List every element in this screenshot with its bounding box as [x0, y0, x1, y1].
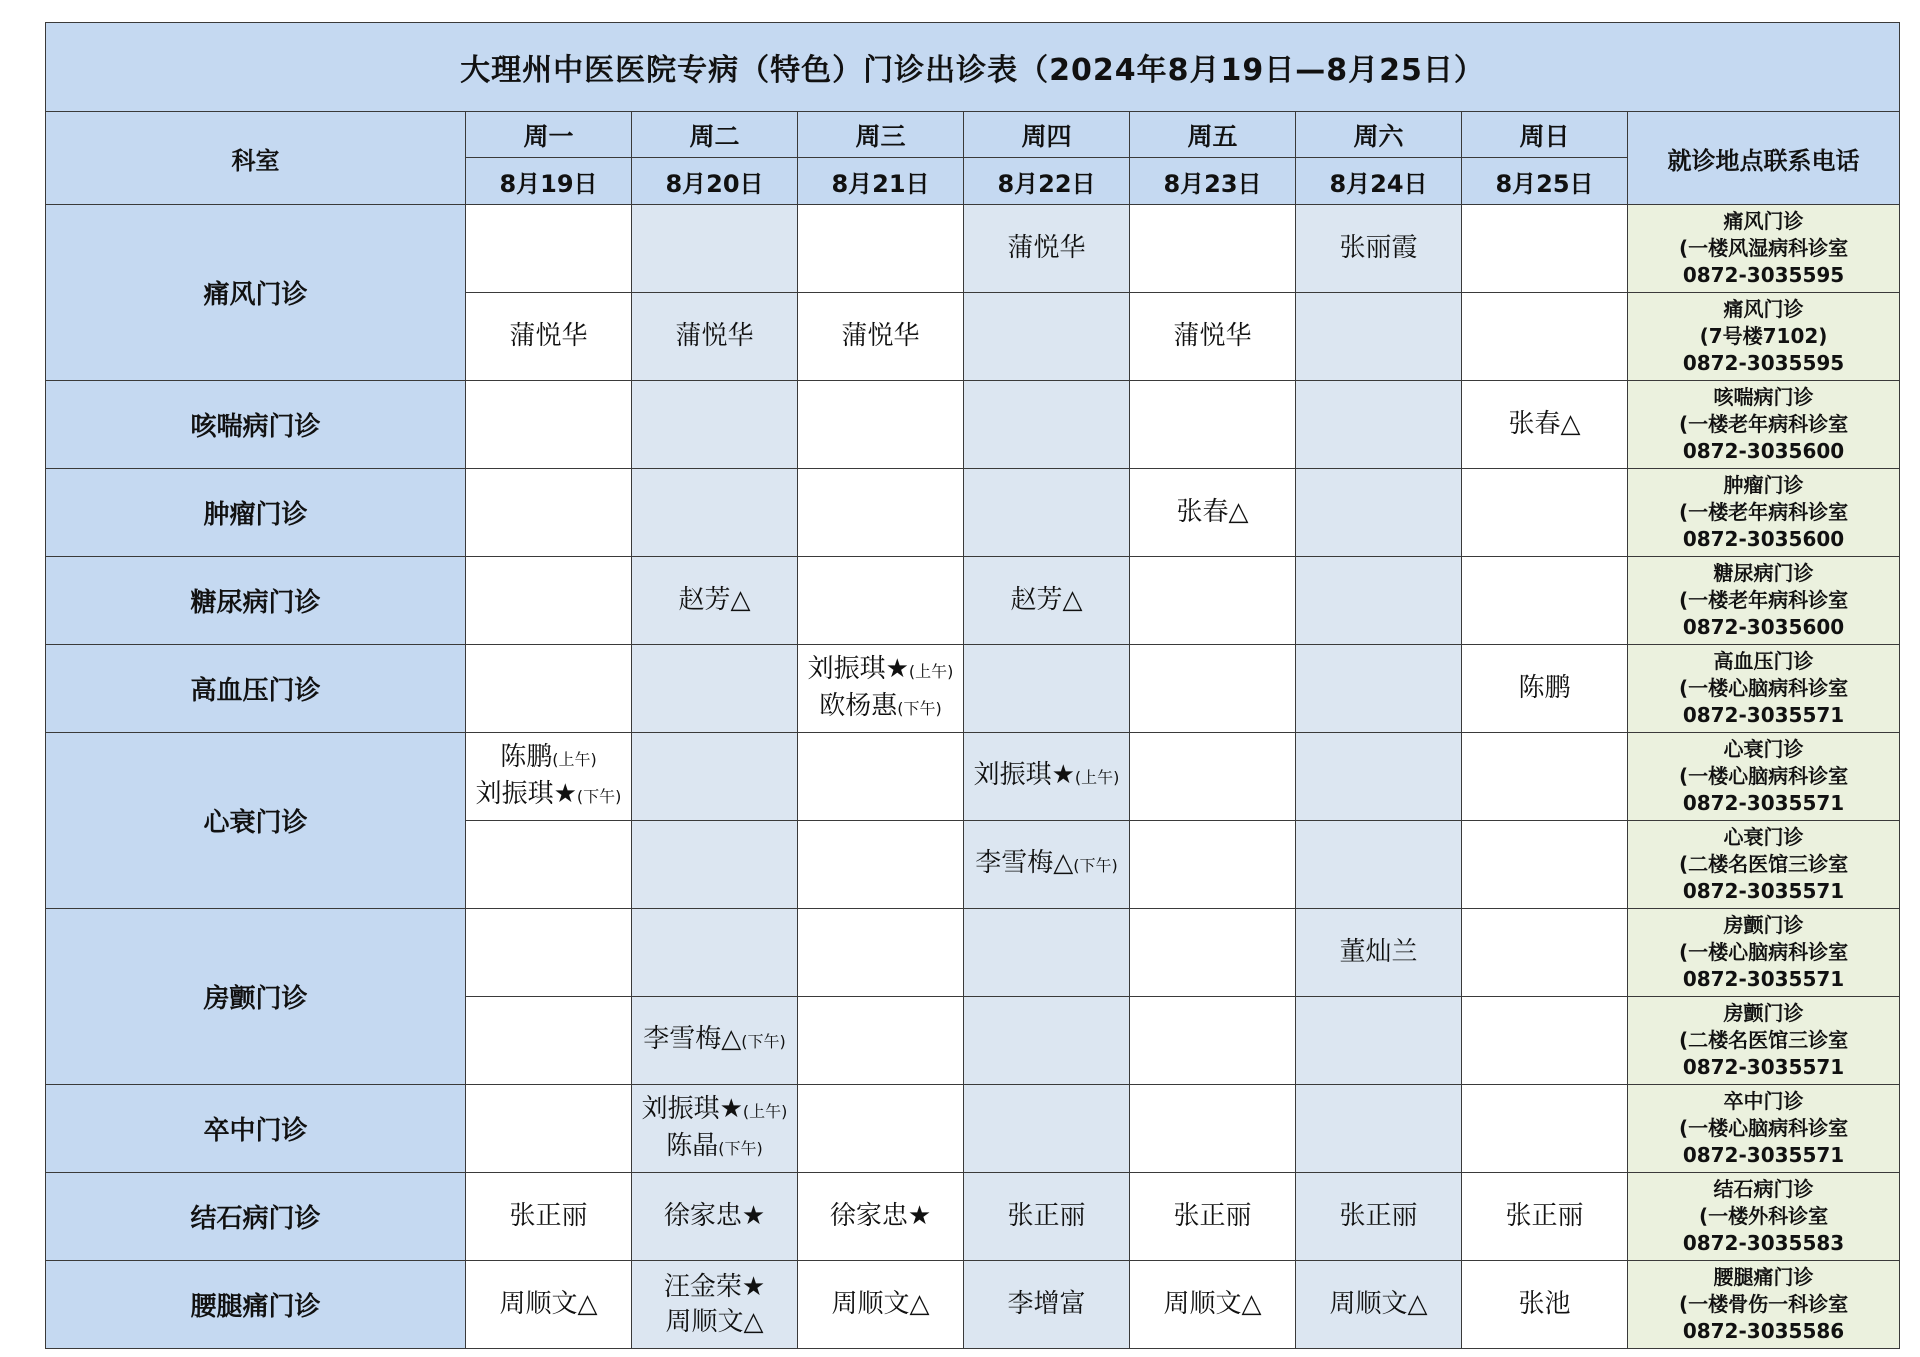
doctor-name: 赵芳△: [678, 585, 751, 615]
doctor-entry: [964, 1287, 1129, 1322]
doctor-entry: [798, 652, 963, 689]
doctor-name: 蒲悦华: [1173, 321, 1252, 351]
schedule-cell: [1462, 381, 1628, 469]
table-row: [46, 909, 1900, 997]
schedule-cell: [964, 909, 1130, 997]
doctor-name: 徐家忠★: [829, 1201, 932, 1231]
location-header: 就诊地点联系电话: [1628, 112, 1900, 205]
schedule-cell: [1130, 821, 1296, 909]
day-header: 周三: [798, 112, 964, 158]
doctor-name: 张正丽: [1007, 1201, 1086, 1231]
schedule-cell: [466, 645, 632, 733]
doctor-entry: [632, 1022, 797, 1059]
schedule-cell: [1462, 1261, 1628, 1349]
dept-cell: 心衰门诊: [46, 733, 466, 909]
schedule-cell: [466, 381, 632, 469]
schedule-cell: [964, 733, 1130, 821]
doctor-entry: [1462, 407, 1627, 442]
doctor-entry: [632, 1199, 797, 1234]
schedule-cell: [466, 205, 632, 293]
room-location: (一楼外科诊室: [1698, 1204, 1829, 1228]
schedule-cell: [964, 205, 1130, 293]
date-header: 8月20日: [632, 158, 798, 205]
schedule-cell: [1462, 205, 1628, 293]
doctor-entry: [466, 740, 631, 777]
clinic-name: 房颤门诊: [1723, 1001, 1804, 1025]
date-header: 8月24日: [1296, 158, 1462, 205]
doctor-name: 蒲悦华: [841, 321, 920, 351]
schedule-cell: [798, 821, 964, 909]
schedule-cell: [964, 293, 1130, 381]
session-note: (下午): [576, 786, 622, 806]
table-row: [46, 733, 1900, 821]
location-cell: [1628, 293, 1900, 381]
location-cell: [1628, 645, 1900, 733]
schedule-cell: [466, 293, 632, 381]
doctor-name: 李雪梅△: [643, 1024, 742, 1054]
session-note: (下午): [1073, 856, 1118, 875]
table-row: [46, 205, 1900, 293]
location-cell: [1628, 733, 1900, 821]
schedule-cell: [1296, 1085, 1462, 1173]
table-row: [46, 557, 1900, 645]
day-header: 周一: [466, 112, 632, 158]
room-location: (一楼老年病科诊室: [1678, 588, 1849, 612]
phone-number: 0872-3035571: [1682, 791, 1845, 815]
room-location: (二楼名医馆三诊室: [1678, 852, 1849, 876]
doctor-name: 陈晶: [666, 1130, 719, 1161]
clinic-name: 高血压门诊: [1713, 649, 1814, 673]
dept-header: 科室: [46, 112, 466, 205]
room-location: (7号楼7102): [1699, 324, 1828, 348]
schedule-cell: [632, 1173, 798, 1261]
schedule-cell: [964, 997, 1130, 1085]
phone-number: 0872-3035583: [1682, 1231, 1845, 1255]
room-location: (一楼老年病科诊室: [1678, 412, 1849, 436]
doctor-entry: [798, 319, 963, 354]
doctor-entry: [1296, 231, 1461, 266]
doctor-entry: [1462, 1287, 1627, 1322]
schedule-cell: [632, 381, 798, 469]
day-header: 周日: [1462, 112, 1628, 158]
page-title: 大理州中医医院专病（特色）门诊出诊表（2024年8月19日—8月25日）: [46, 23, 1900, 112]
schedule-cell: [1296, 997, 1462, 1085]
schedule-cell: [798, 733, 964, 821]
schedule-cell: [632, 557, 798, 645]
session-note: (下午): [741, 1032, 786, 1051]
schedule-cell: [632, 733, 798, 821]
table-row: [46, 469, 1900, 557]
day-header: 周六: [1296, 112, 1462, 158]
doctor-entry: [1130, 1199, 1295, 1234]
schedule-cell: [1130, 205, 1296, 293]
schedule-cell: [466, 909, 632, 997]
schedule-cell: [1130, 1085, 1296, 1173]
schedule-cell: [466, 1085, 632, 1173]
schedule-cell: [632, 1085, 798, 1173]
dept-cell: 高血压门诊: [46, 645, 466, 733]
doctor-entry: [964, 231, 1129, 266]
doctor-name: 张正丽: [509, 1201, 588, 1231]
session-note: (上午): [908, 661, 954, 681]
schedule-cell: [798, 645, 964, 733]
schedule-cell: [964, 469, 1130, 557]
clinic-name: 咳喘病门诊: [1713, 385, 1814, 409]
session-note: (上午): [552, 749, 597, 769]
schedule-cell: [1130, 557, 1296, 645]
doctor-name: 周顺文△: [831, 1289, 930, 1319]
doctor-name: 张正丽: [1173, 1201, 1252, 1231]
location-cell: [1628, 469, 1900, 557]
doctor-name: 欧杨惠: [819, 690, 898, 721]
schedule-cell: [964, 645, 1130, 733]
phone-number: 0872-3035595: [1682, 351, 1845, 375]
schedule-cell: [1296, 645, 1462, 733]
schedule-cell: [466, 1261, 632, 1349]
doctor-name: 李增富: [1007, 1289, 1086, 1319]
phone-number: 0872-3035586: [1682, 1319, 1845, 1343]
date-header: 8月23日: [1130, 158, 1296, 205]
schedule-cell: [1130, 469, 1296, 557]
date-header: 8月21日: [798, 158, 964, 205]
schedule-cell: [798, 1173, 964, 1261]
phone-number: 0872-3035571: [1682, 967, 1845, 991]
phone-number: 0872-3035600: [1682, 615, 1845, 639]
schedule-cell: [1130, 997, 1296, 1085]
schedule-cell: [466, 821, 632, 909]
dept-cell: 结石病门诊: [46, 1173, 466, 1261]
doctor-name: 张池: [1518, 1289, 1571, 1319]
doctor-name: 刘振琪★: [973, 760, 1075, 790]
doctor-name: 张正丽: [1339, 1201, 1418, 1231]
clinic-name: 心衰门诊: [1723, 825, 1804, 849]
doctor-name: 董灿兰: [1339, 937, 1418, 967]
schedule-cell: [1296, 557, 1462, 645]
clinic-name: 心衰门诊: [1723, 737, 1804, 761]
location-cell: [1628, 997, 1900, 1085]
doctor-entry: [632, 1305, 797, 1340]
doctor-entry: [964, 583, 1129, 618]
clinic-name: 卒中门诊: [1723, 1089, 1804, 1113]
location-cell: [1628, 557, 1900, 645]
doctor-name: 刘振琪★: [641, 1093, 743, 1124]
schedule-cell: [632, 909, 798, 997]
clinic-name: 糖尿病门诊: [1713, 561, 1814, 585]
schedule-cell: [632, 205, 798, 293]
schedule-cell: [632, 997, 798, 1085]
schedule-cell: [964, 821, 1130, 909]
schedule-cell: [1462, 997, 1628, 1085]
schedule-cell: [1296, 381, 1462, 469]
session-note: (下午): [718, 1138, 763, 1158]
clinic-name: 痛风门诊: [1723, 297, 1804, 321]
location-cell: [1628, 1261, 1900, 1349]
phone-number: 0872-3035571: [1682, 879, 1845, 903]
date-header: 8月19日: [466, 158, 632, 205]
doctor-entry: [798, 1287, 963, 1322]
location-cell: [1628, 909, 1900, 997]
phone-number: 0872-3035600: [1682, 439, 1845, 463]
doctor-entry: [964, 1199, 1129, 1234]
doctor-entry: [1462, 1199, 1627, 1234]
schedule-cell: [1296, 733, 1462, 821]
schedule-cell: [1130, 645, 1296, 733]
schedule-cell: [632, 293, 798, 381]
schedule-cell: [798, 293, 964, 381]
dept-cell: 痛风门诊: [46, 205, 466, 381]
clinic-name: 腰腿痛门诊: [1713, 1265, 1814, 1289]
doctor-name: 赵芳△: [1010, 585, 1083, 615]
schedule-sheet: [45, 22, 1899, 1349]
dept-cell: 肿瘤门诊: [46, 469, 466, 557]
clinic-name: 肿瘤门诊: [1723, 473, 1804, 497]
doctor-name: 张春△: [1508, 409, 1581, 439]
doctor-name: 周顺文△: [1329, 1289, 1428, 1319]
doctor-name: 张正丽: [1505, 1201, 1584, 1231]
schedule-cell: [798, 205, 964, 293]
room-location: (一楼心脑病科诊室: [1678, 940, 1849, 964]
doctor-name: 徐家忠★: [663, 1201, 766, 1231]
day-header: 周二: [632, 112, 798, 158]
doctor-name: 蒲悦华: [675, 321, 754, 351]
doctor-entry: [466, 1287, 631, 1322]
doctor-entry: [466, 1199, 631, 1234]
phone-number: 0872-3035571: [1682, 1143, 1845, 1167]
room-location: (一楼风湿病科诊室: [1678, 236, 1849, 260]
dept-cell: 咳喘病门诊: [46, 381, 466, 469]
doctor-entry: [632, 1129, 797, 1166]
doctor-name: 周顺文△: [665, 1306, 764, 1337]
doctor-name: 李雪梅△: [975, 848, 1074, 878]
doctor-entry: [1130, 1287, 1295, 1322]
location-cell: [1628, 1085, 1900, 1173]
doctor-name: 蒲悦华: [1007, 233, 1086, 263]
schedule-cell: [1462, 821, 1628, 909]
schedule-cell: [1296, 1173, 1462, 1261]
schedule-cell: [1130, 1261, 1296, 1349]
doctor-name: 刘振琪★: [475, 778, 577, 809]
location-cell: [1628, 205, 1900, 293]
doctor-name: 周顺文△: [1163, 1289, 1262, 1319]
location-cell: [1628, 381, 1900, 469]
doctor-entry: [632, 319, 797, 354]
schedule-cell: [1296, 205, 1462, 293]
clinic-name: 痛风门诊: [1723, 209, 1804, 233]
doctor-entry: [1130, 495, 1295, 530]
schedule-cell: [798, 1085, 964, 1173]
schedule-cell: [964, 1173, 1130, 1261]
room-location: (一楼心脑病科诊室: [1678, 676, 1849, 700]
table-row: [46, 381, 1900, 469]
doctor-name: 汪金荣★: [663, 1271, 766, 1302]
schedule-cell: [798, 469, 964, 557]
session-note: (上午): [742, 1101, 788, 1121]
schedule-cell: [964, 557, 1130, 645]
session-note: (下午): [897, 698, 942, 718]
table-row: [46, 1173, 1900, 1261]
schedule-cell: [1130, 381, 1296, 469]
date-header: 8月22日: [964, 158, 1130, 205]
doctor-entry: [1130, 319, 1295, 354]
clinic-name: 房颤门诊: [1723, 913, 1804, 937]
doctor-entry: [1296, 1199, 1461, 1234]
schedule-cell: [466, 469, 632, 557]
phone-number: 0872-3035571: [1682, 703, 1845, 727]
day-header: 周四: [964, 112, 1130, 158]
table-row: [46, 1085, 1900, 1173]
session-note: (上午): [1074, 768, 1120, 787]
doctor-entry: [798, 1199, 963, 1234]
schedule-cell: [1462, 469, 1628, 557]
dept-cell: 房颤门诊: [46, 909, 466, 1085]
schedule-cell: [1462, 645, 1628, 733]
schedule-cell: [1462, 293, 1628, 381]
schedule-cell: [798, 557, 964, 645]
doctor-entry: [466, 777, 631, 814]
doctor-name: 张春△: [1176, 497, 1249, 527]
schedule-cell: [1296, 909, 1462, 997]
schedule-cell: [1296, 821, 1462, 909]
doctor-entry: [964, 846, 1129, 883]
dept-cell: 糖尿病门诊: [46, 557, 466, 645]
day-header: 周五: [1130, 112, 1296, 158]
schedule-table: [45, 22, 1900, 1349]
room-location: (二楼名医馆三诊室: [1678, 1028, 1849, 1052]
schedule-cell: [798, 997, 964, 1085]
schedule-cell: [1462, 733, 1628, 821]
doctor-entry: [964, 758, 1129, 795]
schedule-cell: [1130, 909, 1296, 997]
doctor-entry: [1296, 1287, 1461, 1322]
doctor-entry: [1296, 935, 1461, 970]
schedule-cell: [1130, 293, 1296, 381]
doctor-name: 陈鹏: [500, 741, 553, 772]
schedule-cell: [632, 821, 798, 909]
room-location: (一楼心脑病科诊室: [1678, 764, 1849, 788]
doctor-entry: [632, 583, 797, 618]
phone-number: 0872-3035595: [1682, 263, 1845, 287]
schedule-cell: [1462, 1085, 1628, 1173]
schedule-cell: [1296, 293, 1462, 381]
doctor-name: 张丽霞: [1339, 233, 1418, 263]
schedule-cell: [798, 909, 964, 997]
doctor-name: 周顺文△: [499, 1289, 598, 1319]
doctor-entry: [1462, 671, 1627, 706]
schedule-body: [46, 205, 1900, 1349]
doctor-name: 蒲悦华: [509, 321, 588, 351]
dept-cell: 腰腿痛门诊: [46, 1261, 466, 1349]
room-location: (一楼心脑病科诊室: [1678, 1116, 1849, 1140]
room-location: (一楼老年病科诊室: [1678, 500, 1849, 524]
table-row: [46, 1261, 1900, 1349]
doctor-entry: [632, 1270, 797, 1305]
schedule-cell: [632, 645, 798, 733]
schedule-cell: [632, 1261, 798, 1349]
phone-number: 0872-3035571: [1682, 1055, 1845, 1079]
location-cell: [1628, 1173, 1900, 1261]
schedule-cell: [1462, 909, 1628, 997]
clinic-name: 结石病门诊: [1713, 1177, 1814, 1201]
location-cell: [1628, 821, 1900, 909]
dept-cell: 卒中门诊: [46, 1085, 466, 1173]
schedule-cell: [964, 381, 1130, 469]
schedule-cell: [964, 1085, 1130, 1173]
schedule-cell: [1130, 1173, 1296, 1261]
doctor-entry: [466, 319, 631, 354]
schedule-cell: [466, 733, 632, 821]
schedule-cell: [466, 557, 632, 645]
schedule-cell: [1130, 733, 1296, 821]
doctor-name: 陈鹏: [1518, 673, 1571, 703]
schedule-cell: [798, 1261, 964, 1349]
schedule-cell: [1462, 557, 1628, 645]
doctor-name: 刘振琪★: [807, 653, 909, 684]
phone-number: 0872-3035600: [1682, 527, 1845, 551]
doctor-entry: [798, 689, 963, 726]
schedule-cell: [466, 1173, 632, 1261]
date-header: 8月25日: [1462, 158, 1628, 205]
doctor-entry: [632, 1092, 797, 1129]
schedule-cell: [1296, 1261, 1462, 1349]
room-location: (一楼骨伤一科诊室: [1678, 1292, 1849, 1316]
schedule-cell: [632, 469, 798, 557]
schedule-cell: [798, 381, 964, 469]
table-row: [46, 645, 1900, 733]
schedule-cell: [1462, 1173, 1628, 1261]
schedule-cell: [466, 997, 632, 1085]
schedule-cell: [964, 1261, 1130, 1349]
schedule-cell: [1296, 469, 1462, 557]
